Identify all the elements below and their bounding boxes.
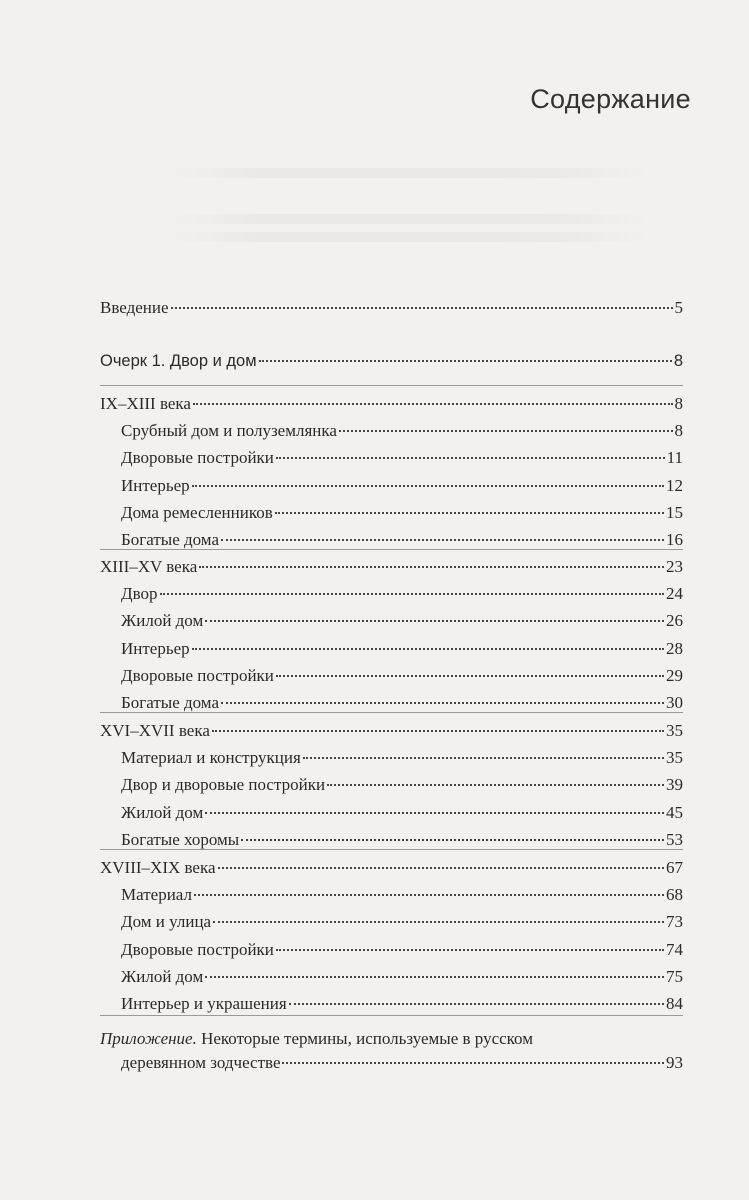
leader-dots (276, 675, 664, 677)
leader-dots (327, 784, 664, 786)
toc-entry-label: Интерьер и украшения (121, 994, 287, 1013)
leader-dots (218, 867, 664, 869)
leader-dots (221, 539, 664, 541)
toc-entry-page: 30 (666, 693, 683, 712)
toc-entry-page: 93 (666, 1053, 683, 1072)
leader-dots (192, 648, 664, 650)
leader-dots (160, 593, 664, 595)
leader-dots (205, 976, 664, 978)
leader-dots (339, 430, 673, 432)
toc-entry-page: 29 (666, 666, 683, 685)
toc-entry-page: 53 (666, 830, 683, 849)
leader-dots (241, 839, 664, 841)
toc-entry-label: Введение (100, 298, 169, 317)
toc-entry-page: 68 (666, 885, 683, 904)
toc-entry[interactable] (100, 965, 683, 989)
leader-dots (205, 812, 664, 814)
toc-entry-page: 74 (666, 940, 683, 959)
toc-entry-page: 75 (666, 967, 683, 986)
toc-entry[interactable] (100, 992, 683, 1016)
toc-entry-label: Дворовые постройки (121, 940, 274, 959)
toc-section-heading[interactable] (100, 719, 683, 743)
leader-dots (205, 620, 664, 622)
toc-entry[interactable] (100, 664, 683, 688)
toc-entry-label: IX–XIII века (100, 394, 191, 413)
section-divider (100, 549, 683, 550)
appendix-prefix: Приложение. (100, 1029, 197, 1048)
section-divider (100, 712, 683, 713)
section-divider (100, 1015, 683, 1016)
toc-entry[interactable] (100, 938, 683, 962)
toc-entry-label: Жилой дом (121, 803, 204, 822)
toc-entry-label: Дома ремесленников (121, 503, 273, 522)
toc-entry-page: 23 (666, 557, 683, 576)
toc-entry-label: Богатые дома (121, 693, 219, 712)
toc-entry-label: Материал и конструкция (121, 748, 301, 767)
leader-dots (282, 1062, 664, 1064)
toc-entry-label: Дом и улица (121, 912, 212, 931)
leader-dots (303, 757, 664, 759)
leader-dots (194, 894, 664, 896)
toc-entry-label: Двор (121, 584, 158, 603)
toc-section-heading[interactable] (100, 392, 683, 416)
leader-dots (192, 485, 664, 487)
toc-entry[interactable] (100, 910, 683, 934)
toc-entry[interactable] (100, 419, 683, 443)
toc-entry-label: Интерьер (121, 639, 190, 658)
toc-section-heading[interactable] (100, 555, 683, 579)
toc-entry-page: 12 (666, 476, 683, 495)
toc-entry-page: 84 (666, 994, 683, 1013)
toc-entry-page: 8 (674, 394, 683, 413)
toc-entry-page: 8 (673, 352, 683, 370)
toc-entry-page: 35 (666, 748, 683, 767)
toc-entry-page: 26 (666, 611, 683, 630)
toc-entry-label: Богатые дома (121, 530, 219, 549)
toc-entry[interactable] (100, 582, 683, 606)
toc-entry-page: 16 (666, 530, 683, 549)
leader-dots (259, 360, 672, 362)
toc-entry-page: 15 (666, 503, 683, 522)
toc-entry-essay[interactable] (100, 349, 683, 373)
leader-dots (289, 1003, 664, 1005)
toc-entry-page: 73 (666, 912, 683, 931)
toc-entry[interactable] (100, 746, 683, 770)
bleed-through (170, 232, 650, 242)
toc-entry-page: 39 (666, 775, 683, 794)
toc-entry-page: 11 (666, 448, 683, 467)
toc-entry-label: Материал (121, 885, 192, 904)
toc-entry-page: 45 (666, 803, 683, 822)
toc-entry-label: Двор и дворовые постройки (121, 775, 326, 794)
toc-section-heading[interactable] (100, 856, 683, 880)
toc-entry[interactable] (100, 883, 683, 907)
toc-entry[interactable] (100, 609, 683, 633)
toc-entry-label: Дворовые постройки (121, 666, 274, 685)
toc-entry-page: 8 (674, 421, 683, 440)
toc-entry-label: Жилой дом (121, 611, 204, 630)
leader-dots (276, 949, 664, 951)
toc-entry-appendix-line2[interactable] (100, 1051, 683, 1075)
toc-entry-page: 5 (674, 298, 683, 317)
toc-entry-label: Срубный дом и полуземлянка (121, 421, 337, 440)
toc-entry-page: 24 (666, 584, 683, 603)
bleed-through (170, 168, 650, 178)
section-divider (100, 849, 683, 850)
toc-entry[interactable] (100, 501, 683, 525)
toc-entry-appendix[interactable] (100, 1027, 683, 1051)
bleed-through (170, 214, 650, 224)
leader-dots (275, 512, 664, 514)
leader-dots (199, 566, 664, 568)
toc-entry-label: XIII–XV века (100, 557, 198, 576)
leader-dots (213, 921, 664, 923)
toc-entry-label: XVIII–XIX века (100, 858, 216, 877)
toc-entry-label: Жилой дом (121, 967, 204, 986)
toc-entry-label: Очерк 1. Двор и дом (100, 352, 257, 370)
leader-dots (193, 403, 673, 405)
page-title: Содержание (530, 84, 691, 114)
toc-entry-page: 67 (666, 858, 683, 877)
leader-dots (221, 702, 664, 704)
toc-entry-label: Богатые хоромы (121, 830, 240, 849)
toc-entry[interactable] (100, 474, 683, 498)
toc-entry-label: Интерьер (121, 476, 190, 495)
section-divider (100, 385, 683, 386)
toc-entry-page: 28 (666, 639, 683, 658)
toc-entry[interactable] (100, 637, 683, 661)
toc-entry[interactable] (100, 801, 683, 825)
toc-entry-label: XVI–XVII века (100, 721, 210, 740)
toc-entry-page: 35 (666, 721, 683, 740)
appendix-title-line1: Некоторые термины, используемые в русском (196, 1029, 533, 1048)
leader-dots (212, 730, 664, 732)
appendix-title-line2: деревянном зодчестве (121, 1053, 281, 1072)
toc-entry-label: Дворовые постройки (121, 448, 274, 467)
toc-entry-intro[interactable] (100, 296, 683, 320)
toc-entry[interactable] (100, 773, 683, 797)
toc-entry[interactable] (100, 446, 683, 470)
leader-dots (171, 307, 673, 309)
leader-dots (276, 457, 665, 459)
